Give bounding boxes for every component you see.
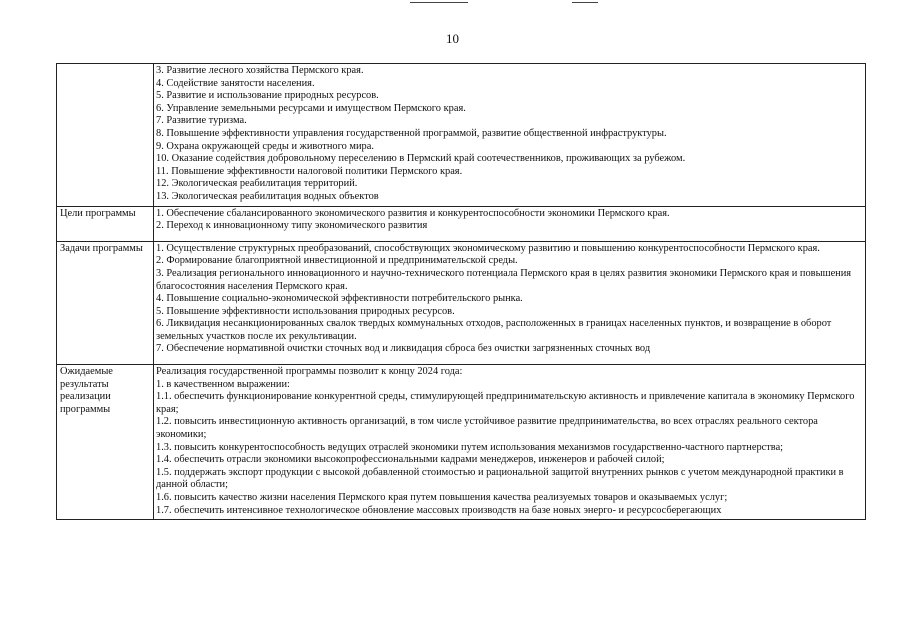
list-item: 13. Экологическая реабилитация водных объектов <box>156 190 379 202</box>
list-item: 1.3. повысить конкурентоспособность ведущих отраслей экономики путем использования механизмов государственно-частного партнерства; <box>156 441 784 453</box>
program-passport-table <box>56 63 866 520</box>
list-item: 3. Реализация регионального инновационного и научно-технического потенциала Пермского края в целях развития экономики Пермского края и повышения благосостояния населения Пермского края. <box>156 267 852 292</box>
list-item: 1.2. повысить инвестиционную активность организаций, в том числе устойчивое развитие предпринимательства, во всех отраслях реального сектора экономики; <box>156 416 818 441</box>
list-item: 11. Повышение эффективности налоговой политики Пермского края. <box>156 165 463 177</box>
row-label-goals: Цели программы <box>57 206 154 241</box>
row-content-tasks <box>154 241 866 364</box>
list-item: 6. Ликвидация несанкционированных свалок твердых коммунальных отходов, расположенных в границах населенных пунктов, и возвращение в оборот земельных участков после их рекультивации. <box>156 318 832 342</box>
list-item: 1.1. обеспечить функционирование конкурентной среды, стимулирующей предпринимательскую активность и привлечение капитала в экономику Пермского края; <box>156 391 855 415</box>
page-number: 10 <box>446 31 459 46</box>
list-item: 1.7. обеспечить интенсивное технологическое обновление массовых производств на базе новых энерго- и ресурсосберегающих <box>156 504 722 516</box>
row-label-tasks: Задачи программы <box>57 241 154 364</box>
list-item: 1.5. поддержать экспорт продукции с высокой добавленной стоимостью и рациональной защитой внутренних рынков с учетом международной практики в данной области; <box>156 466 844 491</box>
list-item: 10. Оказание содействия добровольному переселению в Пермский край соотечественников, проживающих за рубежом. <box>156 153 686 165</box>
list-item: 8. Повышение эффективности управления государственной программой, развитие общественной инфраструктуры. <box>156 127 667 139</box>
list-item: 2. Переход к инновационному типу экономического развития <box>156 220 428 232</box>
table-row-tasks <box>57 241 866 364</box>
list-item: 4. Содействие занятости населения. <box>156 77 315 89</box>
header-rule-right <box>572 2 598 3</box>
list-item: 1. в качественном выражении: <box>156 378 290 390</box>
row-content-expected-results <box>154 365 866 520</box>
row-label-subprograms <box>57 64 154 207</box>
list-item: 1. Осуществление структурных преобразований, способствующих экономическому развитию и повышению конкурентоспособности Пермского края. <box>156 242 820 254</box>
list-item: 12. Экологическая реабилитация территорий. <box>156 178 358 190</box>
list-item: 4. Повышение социально-экономической эффективности потребительского рынка. <box>156 293 523 305</box>
header-rule-left <box>410 2 468 3</box>
table-row-expected-results <box>57 365 866 520</box>
list-item: 2. Формирование благоприятной инвестиционной и предпринимательской среды. <box>156 255 518 267</box>
list-item: 1.6. повысить качество жизни населения Пермского края путем повышения качества реализуемых товаров и оказываемых услуг; <box>156 492 728 503</box>
list-item: 5. Развитие и использование природных ресурсов. <box>156 90 379 102</box>
table-row-goals <box>57 206 866 241</box>
row-label-expected-results: Ожидаемые результаты реализации программы <box>57 365 154 520</box>
list-item: 1. Обеспечение сбалансированного экономического развития и конкурентоспособности экономики Пермского края. <box>156 207 670 219</box>
row-content-subprograms <box>154 64 866 207</box>
table-body <box>57 64 866 520</box>
list-item: 7. Обеспечение нормативной очистки сточных вод и ликвидация сброса без очистки загрязненных сточных вод <box>156 343 651 355</box>
list-item: 6. Управление земельными ресурсами и имуществом Пермского края. <box>156 102 466 114</box>
list-item: 7. Развитие туризма. <box>156 115 247 127</box>
list-item: 1.4. обеспечить отрасли экономики высокопрофессиональными кадрами менеджеров, инженеров и рабочей силой; <box>156 454 665 466</box>
list-item: 9. Охрана окружающей среды и животного мира. <box>156 140 374 152</box>
table-row-subprograms <box>57 64 866 207</box>
list-item: Реализация государственной программы позволит к концу 2024 года: <box>156 366 463 378</box>
row-content-goals <box>154 206 866 241</box>
list-item: 3. Развитие лесного хозяйства Пермского края. <box>156 65 364 76</box>
list-item: 5. Повышение эффективности использования природных ресурсов. <box>156 305 455 317</box>
